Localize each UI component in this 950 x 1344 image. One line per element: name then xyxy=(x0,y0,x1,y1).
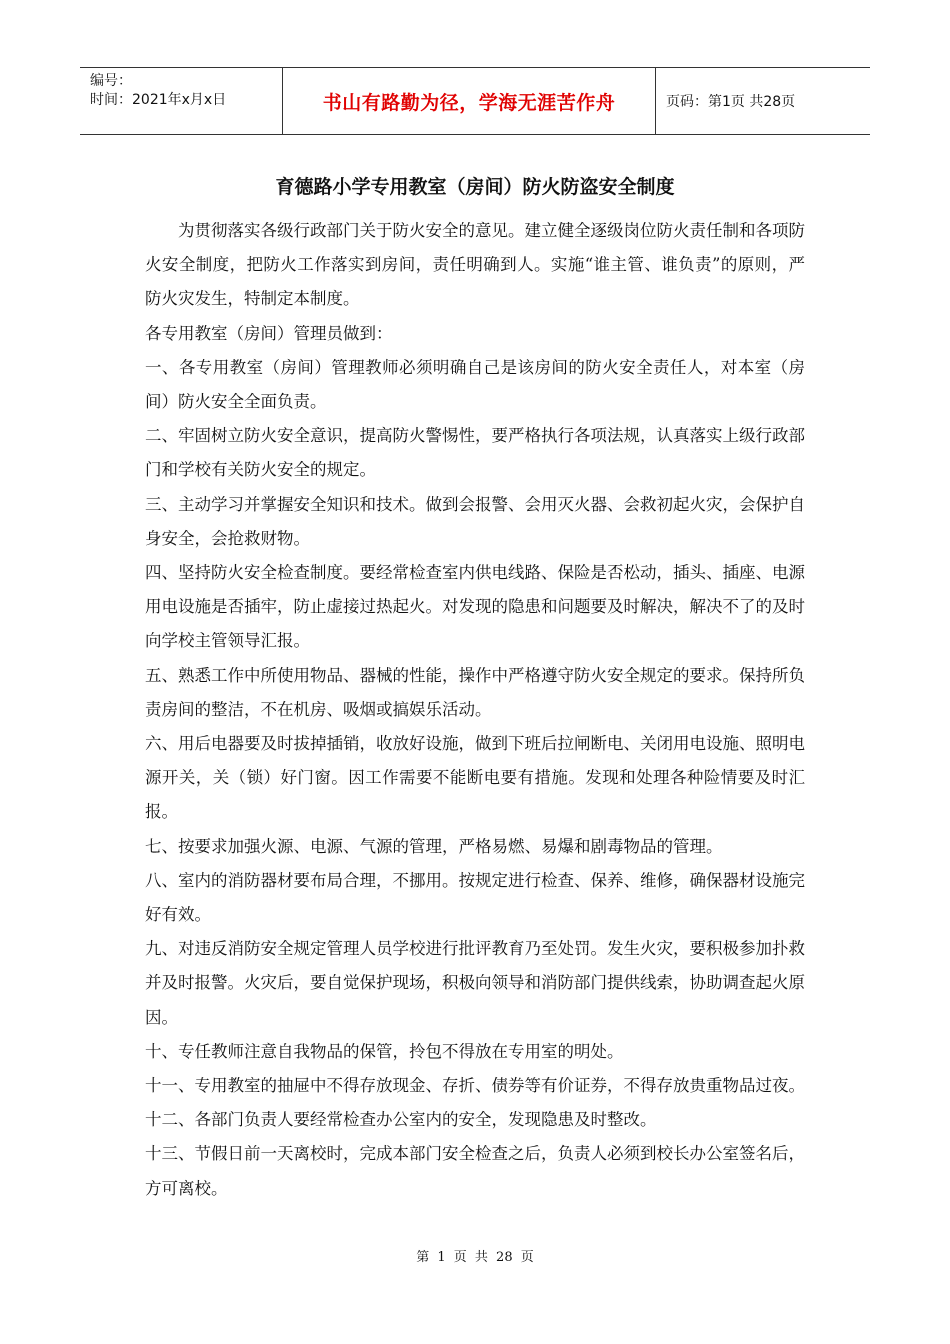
header-meta xyxy=(80,68,282,134)
rule-item: 四、坚持防火安全检查制度。要经常检查室内供电线路、保险是否松动，插头、插座、电源用电设施是否插牢，防止虚接过热起火。对发现的隐患和问题要及时解决，解决不了的及时向学校主管领导汇报。 xyxy=(145,563,805,651)
header-motto: 书山有路勤为径，学海无涯苦作舟 xyxy=(322,91,616,114)
header-page-info: 页码：第1页 共28页 xyxy=(666,94,796,110)
rule-item: 八、室内的消防器材要布局合理，不挪用。按规定进行检查、保养、维修，确保器材设施完好有效。 xyxy=(145,870,805,925)
rule-item: 七、按要求加强火源、电源、气源的管理，严格易燃、易爆和剧毒物品的管理。 xyxy=(145,836,723,856)
intro-paragraph: 为贯彻落实各级行政部门关于防火安全的意见。建立健全逐级岗位防火责任制和各项防火安全制度，把防火工作落实到房间，责任明确到人。实施“谁主管、谁负责”的原则，严防火灾发生，特制定本制度。 xyxy=(145,221,805,309)
page-footer: 第 1 页 共 28 页 xyxy=(416,1250,534,1265)
rule-item: 三、主动学习并掌握安全知识和技术。做到会报警、会用灭火器、会救初起火灾，会保护自身安全，会抢救财物。 xyxy=(145,494,805,548)
rule-item: 一、各专用教室（房间）管理教师必须明确自己是该房间的防火安全责任人，对本室（房间）防火安全全面负责。 xyxy=(145,357,805,412)
rule-item: 九、对违反消防安全规定管理人员学校进行批评教育乃至处罚。发生火灾，要积极参加扑救并及时报警。火灾后，要自觉保护现场，积极向领导和消防部门提供线索，协助调查起火原因。 xyxy=(145,939,805,1027)
page-header xyxy=(80,67,870,135)
header-motto-cell xyxy=(282,68,656,134)
rule-item: 十三、节假日前一天离校时，完成本部门安全检查之后，负责人必须到校长办公室签名后，方可离校。 xyxy=(145,1144,805,1198)
rule-item: 二、牢固树立防火安全意识，提高防火警惕性，要严格执行各项法规，认真落实上级行政部门和学校有关防火安全的规定。 xyxy=(145,426,805,480)
document-title: 育德路小学专用教室（房间）防火防盗安全制度 xyxy=(275,176,675,198)
rule-item: 十、专任教师注意自我物品的保管，拎包不得放在专用室的明处。 xyxy=(145,1041,624,1061)
document-number-label: 编号： xyxy=(90,73,132,89)
rule-item: 六、用后电器要及时拔掉插销，收放好设施，做到下班后拉闸断电、关闭用电设施、照明电源开关，关（锁）好门窗。因工作需要不能断电要有措施。发现和处理各种险情要及时汇报。 xyxy=(145,734,805,822)
document-date: 时间：2021年x月x日 xyxy=(90,92,227,108)
rule-item: 十二、各部门负责人要经常检查办公室内的安全，发现隐患及时整改。 xyxy=(145,1110,657,1130)
section-subheading: 各专用教室（房间）管理员做到： xyxy=(145,323,393,343)
rule-item: 十一、专用教室的抽屉中不得存放现金、存折、债券等有价证券，不得存放贵重物品过夜。 xyxy=(145,1076,805,1096)
header-page-cell xyxy=(656,68,870,134)
document-body xyxy=(145,214,805,1206)
rule-item: 五、熟悉工作中所使用物品、器械的性能，操作中严格遵守防火安全规定的要求。保持所负责房间的整洁，不在机房、吸烟或搞娱乐活动。 xyxy=(145,665,805,719)
